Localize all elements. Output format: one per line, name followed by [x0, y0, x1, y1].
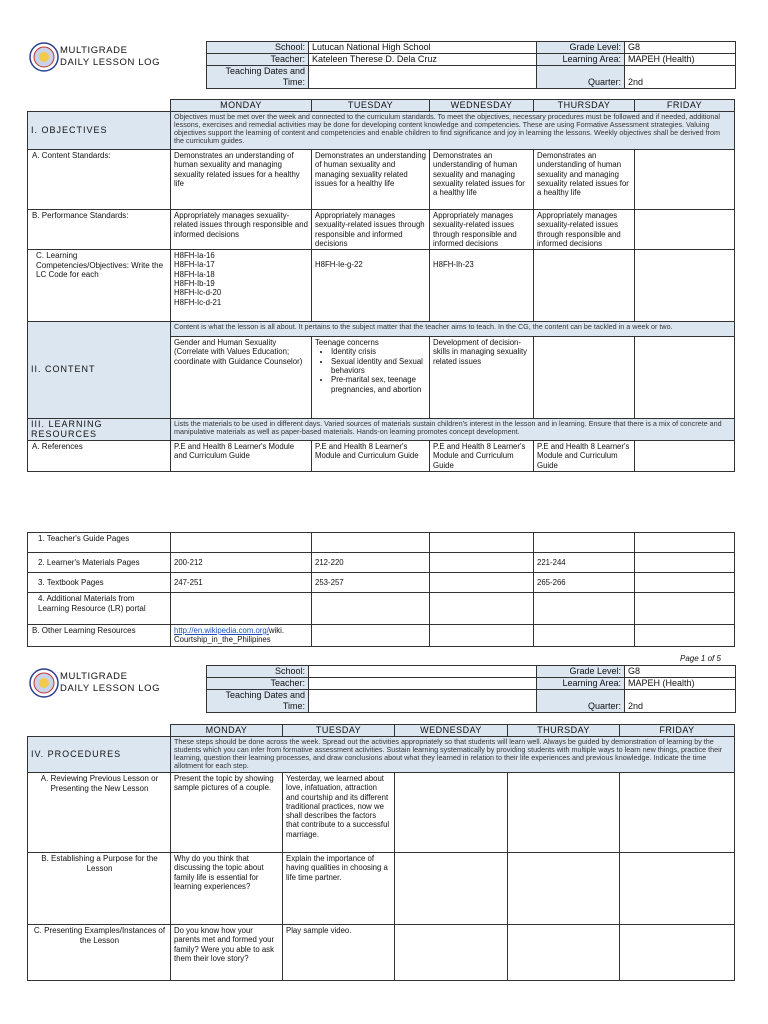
form-title-line1: MULTIGRADE	[60, 671, 128, 682]
references-mon: P.E and Health 8 Learner's Module and Curriculum Guide	[171, 441, 312, 472]
learners-materials-label: 2. Learner's Materials Pages	[28, 553, 171, 573]
day-tuesday: TUESDAY	[312, 100, 430, 112]
day-monday: MONDAY	[171, 100, 312, 112]
school-label: School:	[207, 42, 309, 54]
content-tue-list	[315, 347, 426, 393]
content-thu	[534, 337, 635, 419]
content-tue-title: Teenage concerns	[315, 338, 379, 348]
corner-cell	[28, 725, 171, 737]
lc-code: H8FH-Ic-d-20	[174, 288, 222, 298]
teacher-label: Teacher:	[207, 54, 309, 66]
establishing-purpose-label: B. Establishing a Purpose for the Lesson	[28, 853, 171, 925]
other-resources-label: B. Other Learning Resources	[28, 625, 171, 647]
teacher-label: Teacher:	[207, 678, 309, 690]
performance-standards-mon: Appropriately manages sexuality-related issues through responsible and informed decisions	[171, 210, 312, 250]
list-item: • Sexual identity and Sexual behaviors	[331, 357, 426, 376]
lc-code: H8FH-Ia-17	[174, 260, 215, 270]
content-standards-label: A. Content Standards:	[28, 150, 171, 210]
day-friday: FRIDAY	[620, 725, 735, 737]
teaching-dates-label: Teaching Dates and Time:	[207, 66, 309, 89]
day-wednesday: WEDNESDAY	[395, 725, 508, 737]
content-note: Content is what the lesson is all about. It pertains to the subject matter that the teacher aims to teach. In the CG, the content can be tackled in a week or two.	[171, 322, 735, 337]
school-value	[309, 666, 537, 678]
procedures-note: These steps should be done across the week. Spread out the activities appropriately so that students will learn well. Always be guided by demonstration of learning by the students which you can infer from formative assessment activities. Sustain learning systematically by providing students with multiple ways to learn new things, practice their learning, question their learning processes, and draw conclusions about what they learned in relation to their life experiences and previous knowledge. Indicate the time allotment for each step.	[171, 737, 735, 773]
textbook-pages-mon: 247-251	[171, 573, 312, 593]
teaching-dates-label: Teaching Dates and Time:	[207, 690, 309, 713]
quarter-value: 2nd	[625, 690, 736, 713]
day-thursday: THURSDAY	[508, 725, 620, 737]
content-wed: Development of decision-skills in managing sexuality related issues	[430, 337, 534, 419]
corner-cell	[28, 100, 171, 112]
objectives-heading: I. OBJECTIVES	[28, 112, 171, 150]
teachers-guide-label: 1. Teacher's Guide Pages	[28, 533, 171, 553]
list-item: • Pre-marital sex, teenage pregnancies, and abortion	[331, 375, 426, 394]
textbook-pages-tue: 253-257	[312, 573, 430, 593]
day-thursday: THURSDAY	[534, 100, 635, 112]
learners-materials-mon: 200-212	[171, 553, 312, 573]
school-label: School:	[207, 666, 309, 678]
resource-pages-table	[27, 532, 735, 647]
teacher-value	[309, 678, 537, 690]
references-thu: P.E and Health 8 Learner's Module and Curriculum Guide	[534, 441, 635, 472]
reviewing-lesson-tue: Yesterday, we learned about love, infatuation, attraction and courtship and its different traditional practices, now we shall describes the factors that contribute to a successful marriage.	[283, 773, 395, 853]
learners-materials-tue: 212-220	[312, 553, 430, 573]
wikipedia-link[interactable]: http://en.wikipedia.com.org/	[174, 626, 269, 635]
references-tue: P.E and Health 8 Learner's Module and Curriculum Guide	[312, 441, 430, 472]
learning-area-value: MAPEH (Health)	[625, 678, 736, 690]
form-title-line2: DAILY LESSON LOG	[60, 57, 161, 68]
performance-standards-label: B. Performance Standards:	[28, 210, 171, 250]
establishing-purpose-tue: Explain the importance of having qualities in choosing a life time partner.	[283, 853, 395, 925]
references-fri	[635, 441, 735, 472]
content-standards-thu: Demonstrates an understanding of human sexuality and managing sexuality related issues for a healthy life	[534, 150, 635, 210]
learning-resources-note: Lists the materials to be used in different days. Varied sources of materials sustain children's interest in the lesson and in learning. Ensure that there is a mix of concrete and manipulative materials as well as paper-based materials. Hands-on learning promotes concept development.	[171, 419, 735, 441]
grade-level-label: Grade Level:	[537, 42, 625, 54]
lc-code: H8FH-Ic-d-21	[174, 297, 222, 307]
lc-code: H8FH-Ib-19	[174, 279, 215, 289]
other-resources-mon	[171, 625, 312, 647]
references-label: A. References	[28, 441, 171, 472]
teaching-dates-value	[309, 690, 537, 713]
presenting-examples-label: C. Presenting Examples/Instances of the Lesson	[28, 925, 171, 981]
reviewing-lesson-label: A. Reviewing Previous Lesson or Presenting the New Lesson	[28, 773, 171, 853]
form-title-line1: MULTIGRADE	[60, 45, 128, 56]
header-table-2	[206, 665, 736, 713]
quarter-label: Quarter:	[537, 690, 625, 713]
form-title-line2: DAILY LESSON LOG	[60, 683, 161, 694]
procedures-heading: IV. PROCEDURES	[28, 737, 171, 773]
learning-resources-heading: III. LEARNING RESOURCES	[28, 419, 171, 441]
performance-standards-thu: Appropriately manages sexuality-related issues through responsible and informed decisions	[534, 210, 635, 250]
competencies-thu	[534, 250, 635, 322]
presenting-examples-tue: Play sample video.	[283, 925, 395, 981]
content-mon: Gender and Human Sexuality (Correlate with Values Education; coordinate with Guidance Counselor)	[171, 337, 312, 419]
procedures-table	[27, 724, 735, 981]
content-heading: II. CONTENT	[28, 322, 171, 419]
content-standards-wed: Demonstrates an understanding of human sexuality and managing sexuality related issues for a healthy life	[430, 150, 534, 210]
day-wednesday: WEDNESDAY	[430, 100, 534, 112]
day-monday: MONDAY	[171, 725, 283, 737]
competencies-tue: H8FH-Ie-g-22	[312, 250, 430, 322]
objectives-note: Objectives must be met over the week and connected to the curriculum standards. To meet the objectives, necessary procedures must be followed and if needed, additional lessons, exercises and remedial activities may be done for developing content knowledge and competencies. These are using Formative Assessment strategies. Valuing objectives support the learning of content and competencies and enable children to find significance and joy in learning the lessons. Weekly objectives shall be derived from the curriculum guides.	[171, 112, 735, 150]
other-resources-text: wiki. Courtship_in_the_Philipines	[174, 626, 285, 645]
learners-materials-thu: 221-244	[534, 553, 635, 573]
day-friday: FRIDAY	[635, 100, 735, 112]
content-standards-tue: Demonstrates an understanding of human sexuality and managing sexuality related issues for a healthy life	[312, 150, 430, 210]
lc-code: H8FH-Ia-16	[174, 251, 215, 261]
competencies-wed: H8FH-Ih-23	[430, 250, 534, 322]
content-standards-fri	[635, 150, 735, 210]
presenting-examples-mon: Do you know how your parents met and formed your family? Were you able to ask them their love story?	[171, 925, 283, 981]
list-item: • Identity crisis	[331, 347, 426, 356]
content-standards-mon: Demonstrates an understanding of human sexuality and managing sexuality related issues for a healthy life	[171, 150, 312, 210]
quarter-value: 2nd	[625, 66, 736, 89]
competencies-label: C. Learning Competencies/Objectives: Write the LC Code for each	[28, 250, 171, 322]
deped-seal-logo	[29, 668, 59, 698]
day-tuesday: TUESDAY	[283, 725, 395, 737]
reviewing-lesson-mon: Present the topic by showing sample pictures of a couple.	[171, 773, 283, 853]
school-value: Lutucan National High School	[309, 42, 537, 54]
competencies-mon	[171, 250, 312, 322]
teaching-dates-value	[309, 66, 537, 89]
textbook-pages-thu: 265-266	[534, 573, 635, 593]
grade-level-value: G8	[625, 666, 736, 678]
grade-level-value: G8	[625, 42, 736, 54]
lesson-log-table-1	[27, 99, 735, 472]
performance-standards-fri	[635, 210, 735, 250]
page-number: Page 1 of 5	[680, 654, 721, 663]
deped-seal-logo	[29, 42, 59, 72]
performance-standards-wed: Appropriately manages sexuality-related issues through responsible and informed decisions	[430, 210, 534, 250]
header-table	[206, 41, 736, 89]
learning-area-label: Learning Area:	[537, 678, 625, 690]
grade-level-label: Grade Level:	[537, 666, 625, 678]
establishing-purpose-mon: Why do you think that discussing the topic about family life is essential for learning experiences?	[171, 853, 283, 925]
learning-area-value: MAPEH (Health)	[625, 54, 736, 66]
content-tue	[312, 337, 430, 419]
references-wed: P.E and Health 8 Learner's Module and Curriculum Guide	[430, 441, 534, 472]
performance-standards-tue: Appropriately manages sexuality-related issues through responsible and informed decisions	[312, 210, 430, 250]
lc-code: H8FH-Ia-18	[174, 269, 215, 279]
textbook-pages-label: 3. Textbook Pages	[28, 573, 171, 593]
additional-materials-label: 4. Additional Materials from Learning Resource (LR) portal	[28, 593, 171, 625]
competencies-fri	[635, 250, 735, 322]
teacher-value: Kateleen Therese D. Dela Cruz	[309, 54, 537, 66]
learning-area-label: Learning Area:	[537, 54, 625, 66]
content-fri	[635, 337, 735, 419]
quarter-label: Quarter:	[537, 66, 625, 89]
